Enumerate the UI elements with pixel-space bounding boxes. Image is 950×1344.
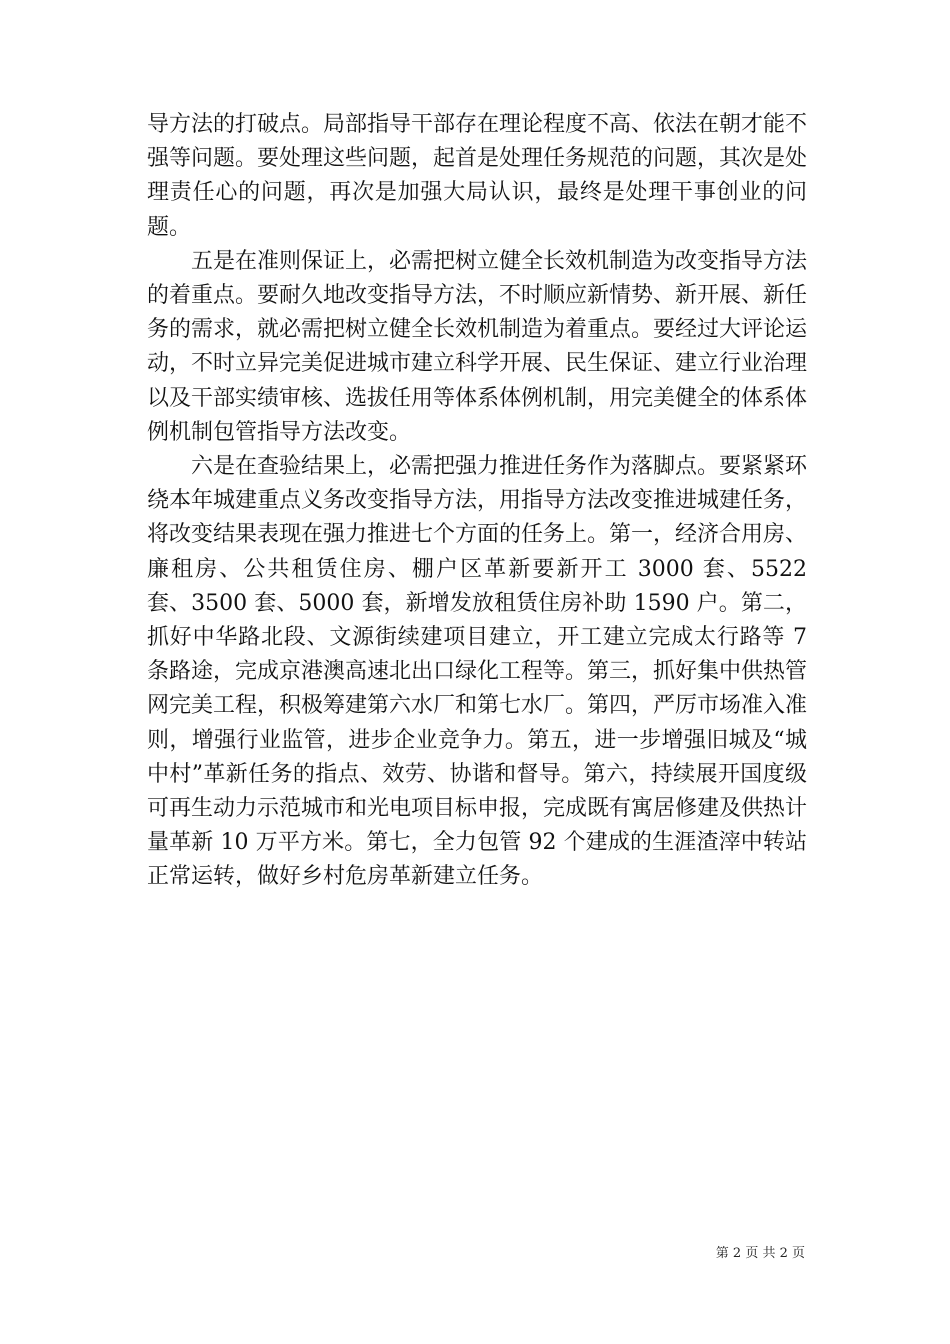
document-body	[147, 108, 807, 895]
paragraph-six-results: 六是在查验结果上，必需把强力推进任务作为落脚点。要紧紧环绕本年城建重点义务改变指导方法，用指导方法改变推进城建任务，将改变结果表现在强力推进七个方面的任务上。第一，经济合用房、廉租房、公共租赁住房、棚户区革新要新开工 3000 套、5522 套、3500 套、5000 套，新增发放租赁住房补助 1590 户。第二，抓好中华路北段、文源街续建项目建立，开工建立完成太行路等 7 条路途，完成京港澳高速北出口绿化工程等。第三，抓好集中供热管网完美工程，积极筹建第六水厂和第七水厂。第四，严厉市场准入准则，增强行业监管，进步企业竞争力。第五，进一步增强旧城及“城中村”革新任务的指点、效劳、协谐和督导。第六，持续展开国度级可再生动力示范城市和光电项目标申报，完成既有寓居修建及供热计量革新 10 万平方米。第七，全力包管 92 个建成的生涯渣滓中转站正常运转，做好乡村危房革新建立任务。	[147, 454, 808, 890]
paragraph-continuation: 导方法的打破点。局部指导干部存在理论程度不高、依法在朝才能不强等问题。要处理这些问题，起首是处理任务规范的问题，其次是处理责任心的问题，再次是加强大局认识，最终是处理干事创业的问题。	[147, 112, 808, 240]
paragraph-five-principle-guarantee: 五是在准则保证上，必需把树立健全长效机制造为改变指导方法的着重点。要耐久地改变指导方法，不时顺应新情势、新开展、新任务的需求，就必需把树立健全长效机制造为着重点。要经过大评论运动，不时立异完美促进城市建立科学开展、民生保证、建立行业治理以及干部实绩审核、选拔任用等体系体例机制，用完美健全的体系体例机制包管指导方法改变。	[147, 248, 808, 445]
page-number-footer: 第 2 页 共 2 页	[715, 1246, 805, 1261]
